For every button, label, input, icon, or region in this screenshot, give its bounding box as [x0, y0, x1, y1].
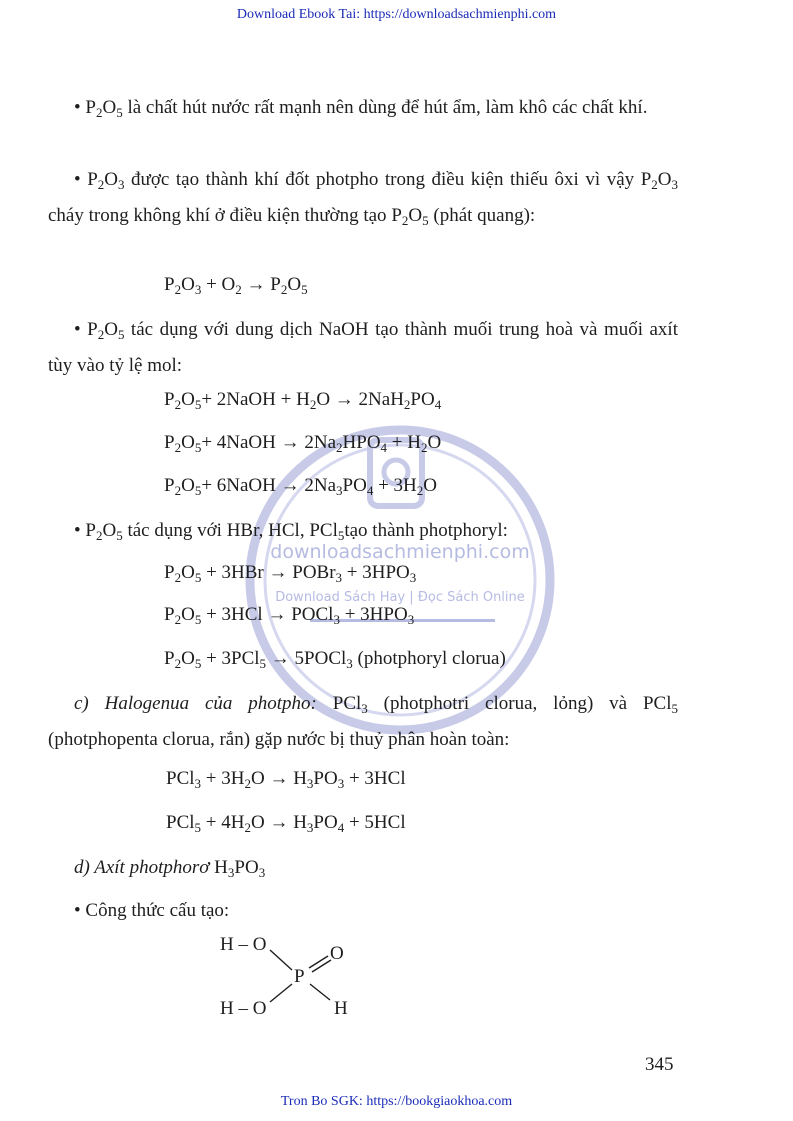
watermark-tagline: Download Sách Hay | Đọc Sách Online: [275, 590, 525, 605]
paragraph-p2o3-formation: • $P_2O_3$ được tạo thành khí đốt photpho trong điều kiện thiếu ôxi vì vậy $P_2O_3$ cháy trong không khí ở điều kiện thường tạo $P_2O_5$ (phát quang):: [48, 169, 678, 228]
page-number: 345: [645, 1054, 674, 1075]
equation-1: $P_2O_3 + O_2 \to P_2O_5$: [164, 274, 308, 297]
paragraph-halogenua: c) Halogenua của photpho: PCl$_3$ (photphotri clorua, lỏng) và PCl$_5$ (photphopenta clorua, rắn) gặp nước bị thuỷ phân hoàn toàn:: [48, 693, 678, 750]
struct-h-o-top: H – O: [220, 934, 267, 955]
equation-4: $P_2O_5+$ 6NaOH → $2Na_3PO_4 + 3H_2O$: [164, 475, 437, 498]
paragraph-p2o5-halides: • $P_2O_5$ tác dụng với HBr, HCl, PCl$_5$tạo thành photphoryl:: [74, 520, 508, 543]
struct-h: H: [334, 998, 348, 1019]
equation-2: $P_2O_5+$ 2NaOH + $H_2O \to 2NaH_2PO_4$: [164, 389, 442, 412]
structural-formula: [218, 930, 368, 1020]
struct-o: O: [330, 943, 344, 964]
paragraph-axit-photphoro: d) Axít photphorơ $H_3PO_3$: [74, 857, 266, 880]
equation-3: $P_2O_5+$ 4NaOH → $2Na_2HPO_4 + H_2O$: [164, 432, 442, 455]
paragraph-structure-heading: • Công thức cấu tạo:: [74, 900, 230, 921]
equation-6: $P_2O_5 + 3HCl$ → POCl$_3$ + $3HPO_3$: [164, 604, 415, 627]
struct-p: P: [294, 966, 305, 987]
equation-7: $P_2O_5 + 3PCl_5$ → 5POCl$_3$ (photphoryl clorua): [164, 648, 506, 671]
header-download-link[interactable]: Download Ebook Tai: https://downloadsachmienphi.com: [236, 7, 557, 22]
struct-h-o-bottom: H – O: [220, 998, 267, 1019]
equation-5: $P_2O_5 + 3HBr$ → POBr$_3$ + $3HPO_3$: [164, 562, 417, 585]
equation-8: $PCl_3 + 3H_2O \to H_3PO_3 + 3HCl$: [166, 768, 406, 791]
watermark-site: downloadsachmienphi.com: [270, 541, 530, 563]
equation-9: $PCl_5 + 4H_2O \to H_3PO_4 + 5HCl$: [166, 812, 406, 835]
paragraph-p2o5-drying: • $P_2O_5$ là chất hút nước rất mạnh nên dùng để hút ẩm, làm khô các chất khí.: [74, 97, 648, 120]
footer-link[interactable]: Tron Bo SGK: https://bookgiaokhoa.com: [280, 1094, 513, 1109]
paragraph-p2o5-naoh: • $P_2O_5$ tác dụng với dung dịch NaOH tạo thành muối trung hoà và muối axít tùy vào tỷ lệ mol:: [48, 319, 678, 376]
